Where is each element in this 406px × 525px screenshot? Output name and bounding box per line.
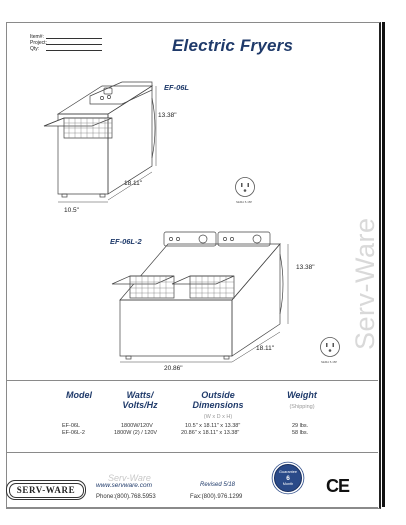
outlet-label: NEMA 5-15P [236,200,253,204]
table-top-rule [6,380,378,381]
row1-watts: 1800W/120V [121,423,153,429]
single-width-dim: 10.5" [64,207,79,214]
row1-model: EF-06L [62,423,81,429]
single-depth-dim: 18.11" [124,180,143,187]
row2-weight: 58 lbs. [292,430,309,436]
revised-date: Revised 5/18 [200,482,236,488]
double-depth-dim: 18.11" [256,345,275,352]
project-field[interactable]: Project: [30,40,47,46]
website-link[interactable]: www.servware.com [96,482,152,489]
row1-dims: 10.5" x 18.11" x 13.38" [185,423,241,429]
table-bottom-rule [6,452,378,453]
double-height-dim: 13.38" [296,264,315,271]
brand-ghost-text: Serv-Ware [108,473,151,483]
row2-dims: 20.86" x 18.11" x 13.38" [181,430,240,436]
header-model: Model [66,390,92,400]
item-field[interactable]: Item#: [30,34,44,40]
outlet-icon [234,176,256,198]
phone-number: Phone:(800).768.5953 [96,494,156,500]
single-model-label: EF-06L [164,83,190,92]
guarantee-badge-icon: Guarantee 6 Month [274,464,302,492]
row2-watts: 1800W (2) / 120V [114,430,158,436]
header-outside-dimensions: Outside Dimensions [192,390,244,410]
header-watts: Watts/ Volts/Hz [122,390,158,410]
single-height-dim: 13.38" [158,112,177,119]
right-edge-bar [382,22,385,507]
watermark: Serv-Ware [350,217,380,350]
header-weight: Weight [287,390,317,400]
qty-field[interactable]: Qty: [30,46,39,52]
row2-model: EF-06L-2 [62,430,85,436]
ce-mark-icon: CE [326,476,350,496]
header-weight-sub: (Shipping) [289,404,315,410]
single-fryer-drawing [34,78,184,208]
brand-logo: SERV-WARE [6,480,86,500]
header-outside-sub: (W x D x H) [203,414,233,420]
double-width-dim: 20.86" [164,365,183,372]
row1-weight: 29 lbs. [292,423,309,429]
double-model-label: EF-06L-2 [110,237,142,246]
page-title: Electric Fryers [172,36,294,55]
outlet-label: NEMA 5-15P [321,360,338,364]
fax-number: Fax:(800).976.1299 [190,494,243,500]
outlet-icon [319,336,341,358]
footer-rule [6,507,378,508]
